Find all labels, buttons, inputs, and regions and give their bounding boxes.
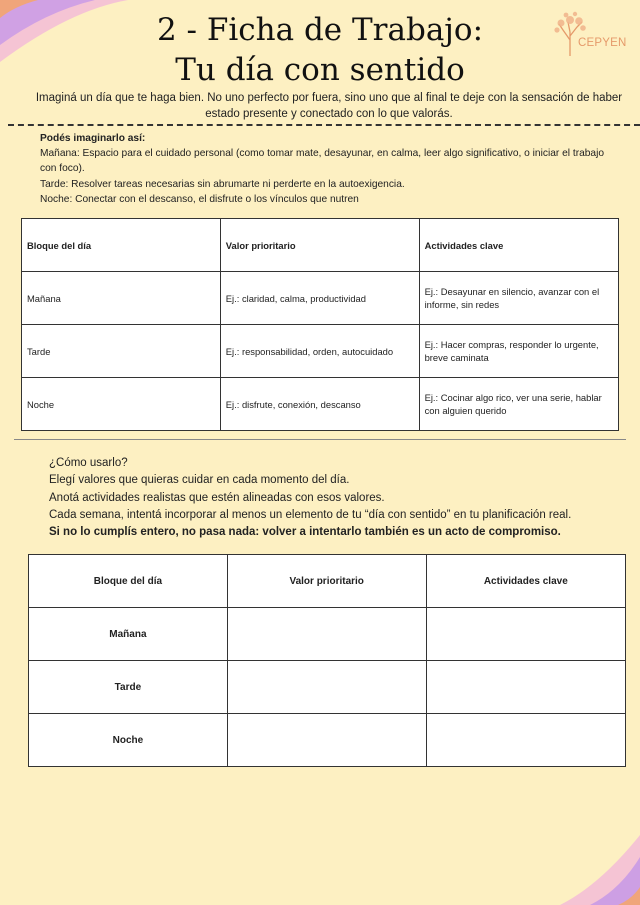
table-row [22,325,619,378]
bottom-right-swoosh-decoration [540,835,640,905]
table-cell: Ej.: Cocinar algo rico, ver una serie, hablar con alguien querido [419,378,618,431]
header-cell-value: Valor prioritario [227,555,426,608]
table-header-row [22,219,619,272]
imagine-line-morning: Mañana: Espacio para el cuidado personal (como tomar mate, desayunar, en calma, leer algo significativo, o iniciar el trabajo con foco). [40,148,605,175]
blank-value-cell[interactable] [227,661,426,714]
table-cell: Tarde [22,325,221,378]
table-row [29,661,626,714]
logo-text: CEPYEN [578,37,627,49]
table-cell: Ej.: disfrute, conexión, descanso [220,378,419,431]
table-cell: Ej.: claridad, calma, productividad [220,272,419,325]
blank-activities-cell[interactable] [426,661,625,714]
imagine-heading: Podés imaginarlo así: [40,133,146,144]
row-label-cell: Tarde [29,661,228,714]
table-row [22,378,619,431]
table-cell: Ej.: responsabilidad, orden, autocuidado [220,325,419,378]
table-row [22,272,619,325]
how-to-line: Cada semana, intentá incorporar al menos un elemento de tu “día con sentido” en tu planificación real. [49,508,572,521]
example-table [21,218,619,431]
blank-value-cell[interactable] [227,714,426,767]
header-cell-activities: Actividades clave [426,555,625,608]
imagine-section [40,131,620,207]
how-to-heading: ¿Cómo usarlo? [49,457,128,469]
page-title [0,10,640,90]
intro-line-1: Imaginá un día que te haga bien. No uno perfecto por fuera, sino uno que al final te deje con la sensación de haber [35,92,623,104]
table-header-row [29,555,626,608]
imagine-line-afternoon: Tarde: Resolver tareas necesarias sin abrumarte ni perderte en la autoexigencia. [40,178,405,190]
tree-logo-icon [552,10,632,58]
how-to-line: Elegí valores que quieras cuidar en cada momento del día. [49,474,350,487]
intro-paragraph [30,90,628,122]
blank-activities-cell[interactable] [426,714,625,767]
row-label-cell: Mañana [29,608,228,661]
title-line-2: Tu día con sentido [175,52,465,88]
table-cell: Ej.: Hacer compras, responder lo urgente, breve caminata [419,325,618,378]
how-to-emphasis: Si no lo cumplís entero, no pasa nada: volver a intentarlo también es un acto de compromiso. [49,526,561,539]
table-row [29,714,626,767]
section-divider [14,439,626,440]
blank-activities-cell[interactable] [426,608,625,661]
table-cell: Ej.: Desayunar en silencio, avanzar con el informe, sin redes [419,272,618,325]
blank-value-cell[interactable] [227,608,426,661]
title-line-1: 2 - Ficha de Trabajo: [156,12,484,48]
imagine-line-night: Noche: Conectar con el descanso, el disfrute o los vínculos que nutren [40,193,359,205]
header-cell-activities: Actividades clave [419,219,618,272]
header-cell-block: Bloque del día [22,219,221,272]
row-label-cell: Noche [29,714,228,767]
header-cell-value: Valor prioritario [220,219,419,272]
header-cell-block: Bloque del día [29,555,228,608]
table-cell: Mañana [22,272,221,325]
how-to-line: Anotá actividades realistas que estén alineadas con esos valores. [49,491,385,504]
table-cell: Noche [22,378,221,431]
blank-worksheet-table [28,554,626,767]
how-to-section [49,455,620,541]
table-row [29,608,626,661]
intro-line-2: estado presente y conectado con lo que valorás. [205,108,453,120]
dashed-divider [8,124,640,126]
